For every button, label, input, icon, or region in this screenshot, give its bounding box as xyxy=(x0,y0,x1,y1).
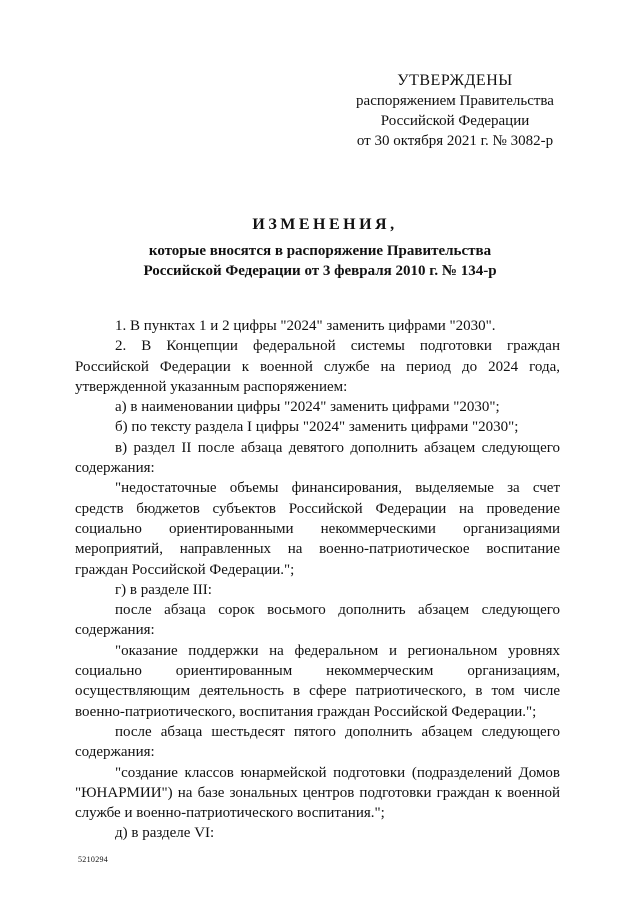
document-subtitle xyxy=(0,241,640,281)
footer-code: 5210294 xyxy=(78,855,109,864)
subtitle-line-2: Российской Федерации от 3 февраля 2010 г. № 134-р xyxy=(143,263,497,279)
paragraph-7: г) в разделе III: xyxy=(115,581,212,598)
paragraph-9: "оказание поддержки на федеральном и региональном уровнях социально ориентированным некоммерческим организациям, осуществляющим деятельность в сфере патриотического, в том числе военно-патриотического, воспитания граждан Российской Федерации."; xyxy=(75,642,560,720)
paragraph-4: б) по тексту раздела I цифры "2024" заменить цифрами "2030"; xyxy=(115,419,519,436)
document-title: ИЗМЕНЕНИЯ, xyxy=(252,216,398,233)
document-body xyxy=(75,316,560,844)
approval-line-2: Российской Федерации xyxy=(380,113,530,129)
paragraph-3: а) в наименовании цифры "2024" заменить цифрами "2030"; xyxy=(115,399,500,416)
paragraph-10: после абзаца шестьдесят пятого дополнить абзацем следующего содержания: xyxy=(75,723,560,761)
paragraph-6: "недостаточные объемы финансирования, выделяемые за счет средств бюджетов субъектов Российской Федерации на проведение социально ориентированными некоммерческими организациями мероприятий, направленных на военно-патриотическое воспитание граждан Российской Федерации."; xyxy=(75,480,560,578)
approval-line-1: распоряжением Правительства xyxy=(356,93,554,109)
approval-line-3: от 30 октября 2021 г. № 3082-р xyxy=(356,133,554,149)
paragraph-1: 1. В пунктах 1 и 2 цифры "2024" заменить цифрами "2030". xyxy=(115,318,496,334)
paragraph-12: д) в разделе VI: xyxy=(115,825,215,842)
approval-heading: УТВЕРЖДЕНЫ xyxy=(397,72,513,89)
paragraph-8: после абзаца сорок восьмого дополнить абзацем следующего содержания: xyxy=(75,602,560,639)
subtitle-line-1: которые вносятся в распоряжение Правительства xyxy=(148,243,492,259)
approval-block xyxy=(340,71,570,151)
paragraph-5: в) раздел II после абзаца девятого дополнить абзацем следующего содержания: xyxy=(75,439,560,477)
paragraph-2: 2. В Концепции федеральной системы подготовки граждан Российской Федерации к военной службе на период до 2024 года, утвержденной указанным распоряжением: xyxy=(75,338,560,395)
paragraph-11: "создание классов юнармейской подготовки (подразделений Домов "ЮНАРМИИ") на базе зональных центров подготовки граждан к военной службе и военно-патриотического воспитания."; xyxy=(75,764,560,822)
